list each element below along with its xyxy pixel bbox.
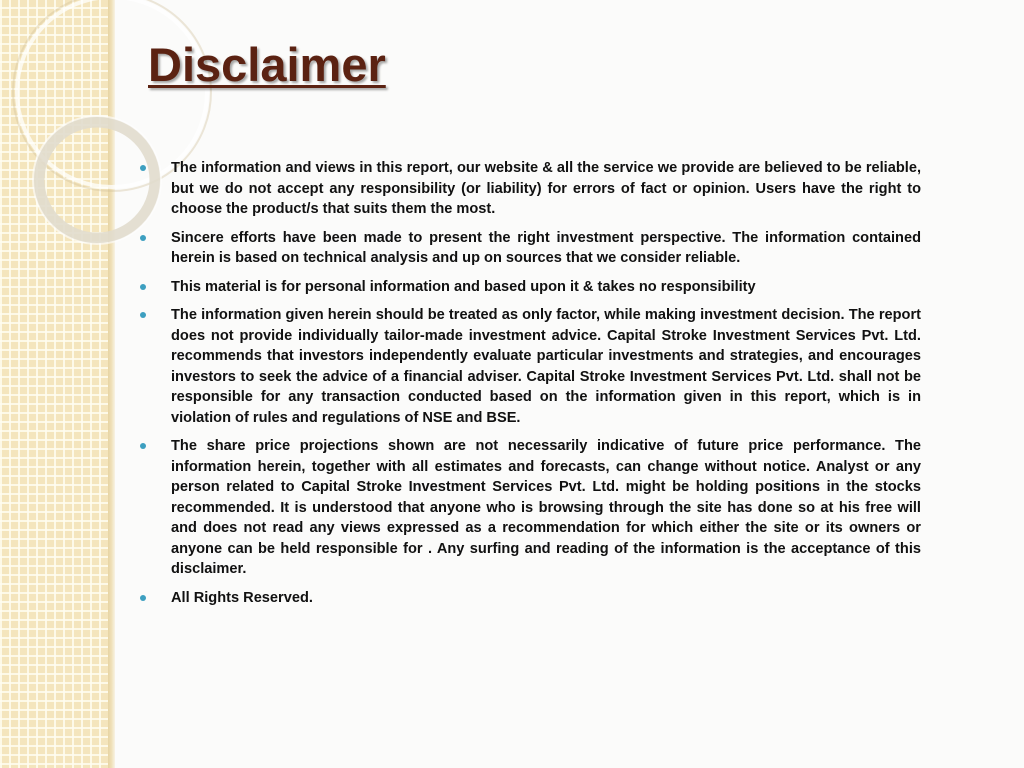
bullet-icon <box>140 235 146 241</box>
disclaimer-text: This material is for personal information and based upon it & takes no responsibility <box>171 278 756 295</box>
disclaimer-item <box>138 305 921 428</box>
disclaimer-text: The information and views in this report, our website & all the service we provide are believed to be reliable, but we do not accept any responsibility (or liability) for errors of fact or opinion. Users have the right to choose the product/s that suits them the most. <box>171 160 921 217</box>
disclaimer-item <box>138 277 921 298</box>
bullet-icon <box>140 284 146 290</box>
disclaimer-item <box>138 588 921 609</box>
disclaimer-text: The share price projections shown are not necessarily indicative of future price performance. The information herein, together with all estimates and forecasts, can change without notice. Analyst or any person related to Capital Stroke Investment Services Pvt. Ltd. might be holding positions in the stocks recommended. It is understood that anyone who is browsing through the site has done so at his free will and does not read any views expressed as a recommendation for which either the site or its owners or anyone can be held responsible for . Any surfing and reading of the information is the acceptance of this disclaimer. <box>171 438 921 577</box>
bullet-icon <box>140 443 146 449</box>
bullet-icon <box>140 165 146 171</box>
disclaimer-item <box>138 228 921 269</box>
disclaimer-text: All Rights Reserved. <box>171 589 313 606</box>
disclaimer-list <box>138 158 921 616</box>
bullet-icon <box>140 595 146 601</box>
disclaimer-text: Sincere efforts have been made to present the right investment perspective. The information contained herein is based on technical analysis and up on sources that we consider reliable. <box>171 229 921 266</box>
bullet-icon <box>140 312 146 318</box>
slide-title: Disclaimer <box>148 38 386 91</box>
disclaimer-text: The information given herein should be treated as only factor, while making investment decision. The report does not provide individually tailor-made investment advice. Capital Stroke Investment Services Pvt. Ltd. recommends that investors independently evaluate particular investments and strategies, and encourages investors to seek the advice of a financial adviser. Capital Stroke Investment Services Pvt. Ltd. shall not be responsible for any transaction conducted based on the information given in this report, which is in violation of rules and regulations of NSE and BSE. <box>171 307 921 426</box>
disclaimer-item <box>138 436 921 580</box>
disclaimer-item <box>138 158 921 220</box>
